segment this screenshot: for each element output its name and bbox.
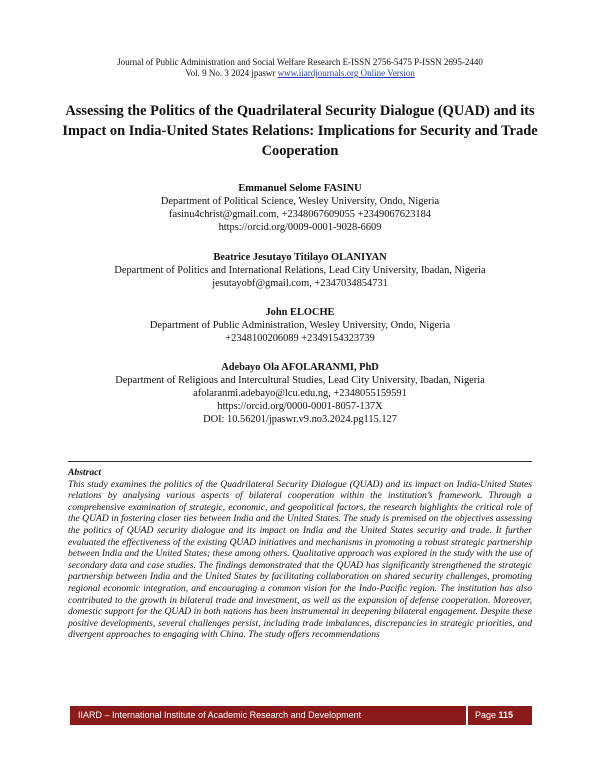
author-orcid: https://orcid.org/0009-0001-9028-6609 [218,222,382,233]
abstract-heading: Abstract [68,467,102,478]
abstract-text: This study examines the politics of the Quadrilateral Security Dialogue (QUAD) and its impact on India-United States relations by analysing various aspects of bilateral cooperation within the institution’s framework. Through a comprehensive examination of strategic, economic, and geopolitical factors, the research highlights the critical role of the QUAD in fostering closer ties between India and the United States. The study is premised on the objectives assessing the politics of QUAD security dialogue and its impact on India and the United States security and trade. It further evaluated the effectiveness of the existing QUAD initiatives and mechanisms in promoting a robust strategic partnership between India and the United States; these among others. Qualitative approach was explored in the study with the use of secondary data and case studies. The findings demonstrated that the QUAD has significantly strengthened the strategic partnership between India and the United States by facilitating collaboration on shared security challenges, promoting regional economic integration, and encouraging a common vision for the Indo-Pacific region. The institution has also contributed to the growth in bilateral trade and investment, as well as the expansion of defense cooperation. Moreover, domestic support for the QUAD in both nations has been instrumental in deepening bilateral engagement. Despite these positive developments, several challenges persist, including trade imbalances, discrepancies in strategic priorities, and divergent approaches to engaging with China. The study offers recommendations [68,478,532,641]
footer-divider [466,706,468,725]
author-orcid: https://orcid.org/0000-0001-8057-137X [217,401,383,412]
abstract-section [68,467,532,641]
journal-header-line1: Journal of Public Administration and Social Welfare Research E-ISSN 2756-5475 P-ISSN 2695-2440 [117,57,483,67]
footer-page [475,710,513,720]
author-name: Adebayo Ola AFOLARANMI, PhD [221,362,379,373]
author-block-4 [0,361,600,426]
author-affiliation: Department of Political Science, Wesley University, Ondo, Nigeria [160,196,440,207]
author-block-1 [0,182,600,234]
paper-title: Assessing the Politics of the Quadrilateral Security Dialogue (QUAD) and its Impact on India-United States Relations: Implications for Security and Trade Cooperation [62,103,538,159]
author-contact: jesutayobf@gmail.com, +2347034854731 [212,278,388,289]
journal-website-link[interactable]: www.iiardjournals.org Online Version [277,68,415,78]
author-name: John ELOCHE [265,307,335,318]
journal-header-line2 [0,68,600,79]
author-affiliation: Department of Public Administration, Wesley University, Ondo, Nigeria [149,320,451,331]
author-block-3 [0,306,600,345]
author-contact: afolaranmi.adebayo@lcu.edu.ng, +2348055159591 [193,388,407,399]
footer-page-label: Page [475,710,497,720]
author-name: Beatrice Jesutayo Titilayo OLANIYAN [213,252,387,263]
page-footer [70,706,532,725]
paper-doi: DOI: 10.56201/jpaswr.v9.no3.2024.pg115.127 [203,414,397,425]
author-contact: fasinu4christ@gmail.com, +2348067609055 +2349067623184 [169,209,431,220]
journal-header [0,57,600,79]
footer-publisher: IIARD – International Institute of Academic Research and Development [78,710,362,720]
abstract-divider [68,461,532,462]
author-block-2 [0,251,600,290]
author-affiliation: Department of Politics and International Relations, Lead City University, Ibadan, Nigeria [114,265,486,276]
footer-page-number: 115 [498,710,514,720]
journal-volume: Vol. 9 No. 3 2024 jpaswr [185,68,276,78]
author-contact: +2348100206089 +2349154323739 [225,333,375,344]
author-name: Emmanuel Selome FASINU [238,183,362,194]
author-affiliation: Department of Religious and Intercultural Studies, Lead City University, Ibadan, Nigeria [115,375,485,386]
